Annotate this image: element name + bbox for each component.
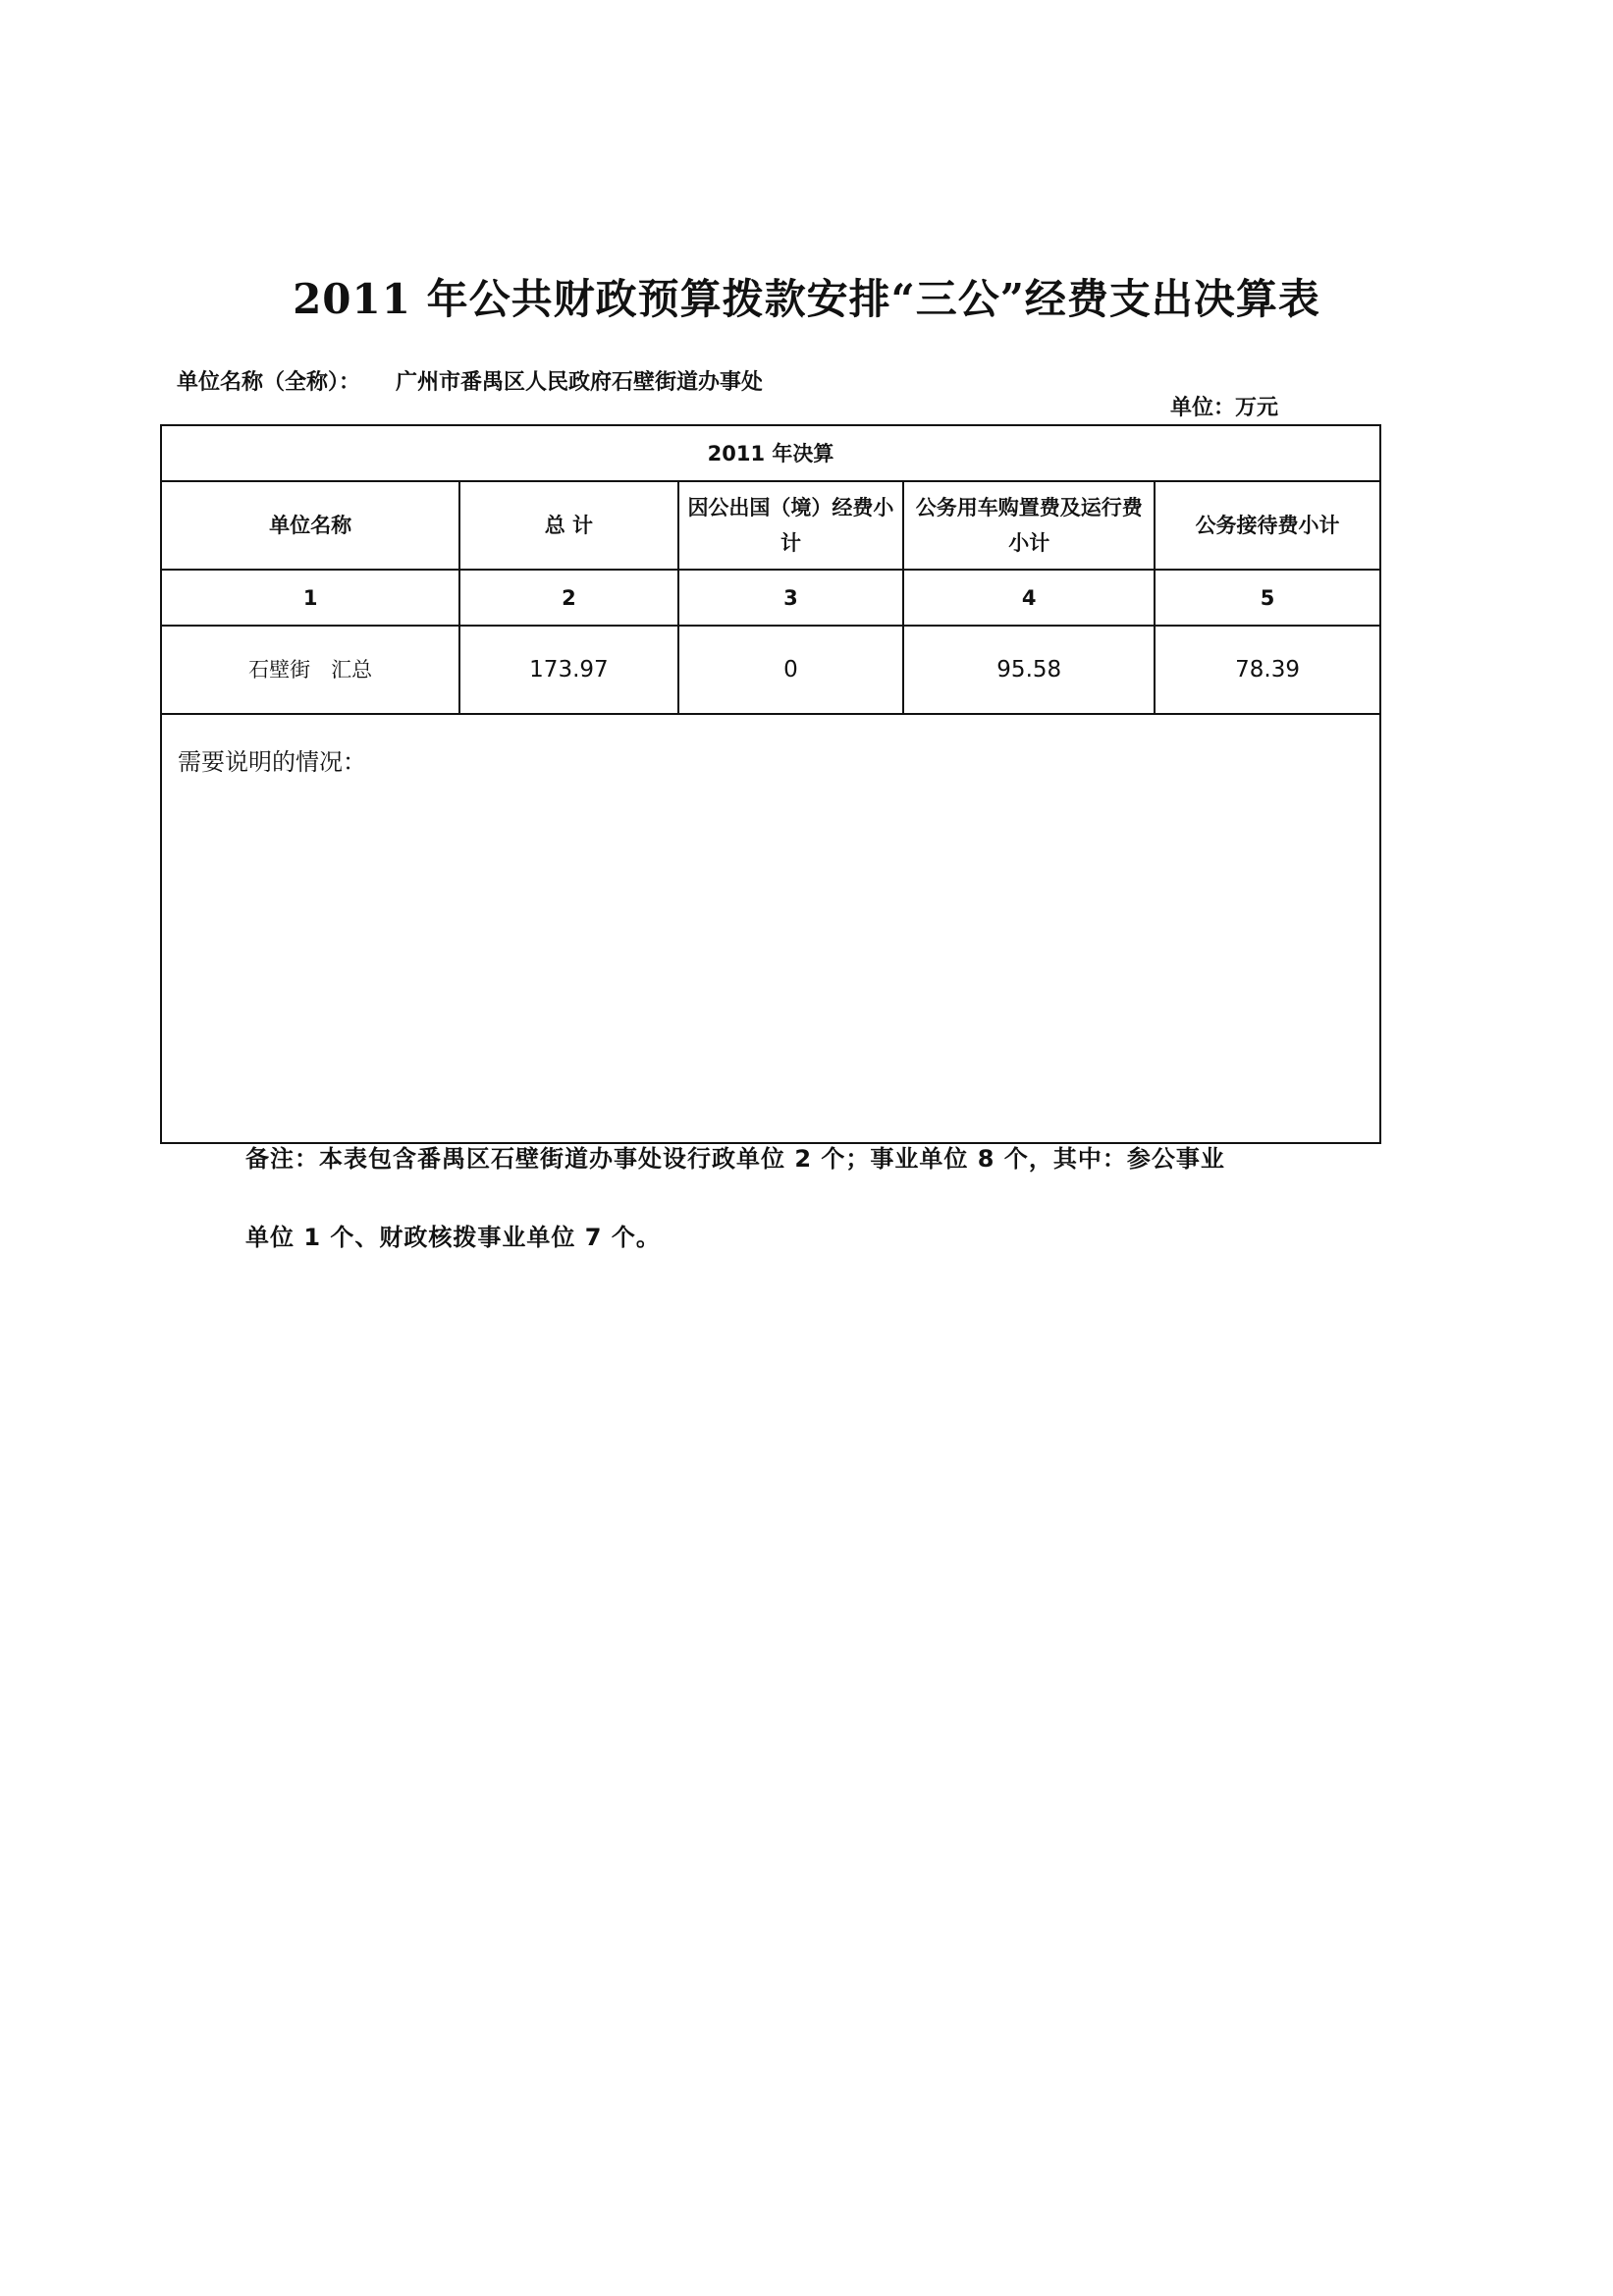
row-total: 173.97 bbox=[459, 626, 677, 714]
notes-cell: 需要说明的情况： bbox=[161, 714, 1380, 1143]
notes-row bbox=[161, 714, 1380, 1143]
currency-unit-note: 单位：万元 bbox=[1170, 396, 1279, 420]
row-overseas-travel: 0 bbox=[678, 626, 904, 714]
unit-name-label: 单位名称（全称）： bbox=[177, 370, 361, 395]
footnote-line: 备注：本表包含番禺区石壁街道办事处设行政单位 2 个；事业单位 8 个，其中：参公事业 bbox=[245, 1145, 1225, 1173]
column-header-official-vehicles: 公务用车购置费及运行费小计 bbox=[903, 481, 1155, 570]
row-official-vehicles: 95.58 bbox=[903, 626, 1155, 714]
column-header-official-reception: 公务接待费小计 bbox=[1155, 481, 1380, 570]
column-number: 4 bbox=[903, 570, 1155, 626]
table-header-row bbox=[161, 481, 1380, 570]
table-span-header-row bbox=[161, 425, 1380, 481]
column-number: 3 bbox=[678, 570, 904, 626]
unit-name-line bbox=[177, 365, 763, 396]
column-header-total: 总 计 bbox=[459, 481, 677, 570]
footnote bbox=[245, 1120, 1394, 1277]
footnote-line: 单位 1 个、财政核拨事业单位 7 个。 bbox=[245, 1224, 661, 1251]
page-title: 2011 年公共财政预算拨款安排“三公”经费支出决算表 bbox=[293, 275, 1320, 323]
column-number-row bbox=[161, 570, 1380, 626]
column-header-unit-name: 单位名称 bbox=[161, 481, 459, 570]
column-header-overseas-travel: 因公出国（境）经费小计 bbox=[678, 481, 904, 570]
table-row bbox=[161, 626, 1380, 714]
unit-name-value: 广州市番禺区人民政府石壁街道办事处 bbox=[396, 370, 764, 395]
year-final-accounts-header: 2011 年决算 bbox=[161, 425, 1380, 481]
row-official-reception: 78.39 bbox=[1155, 626, 1380, 714]
column-number: 1 bbox=[161, 570, 459, 626]
column-number: 5 bbox=[1155, 570, 1380, 626]
row-unit-name: 石壁街 汇总 bbox=[161, 626, 459, 714]
column-number: 2 bbox=[459, 570, 677, 626]
expenditure-table bbox=[160, 424, 1381, 1144]
